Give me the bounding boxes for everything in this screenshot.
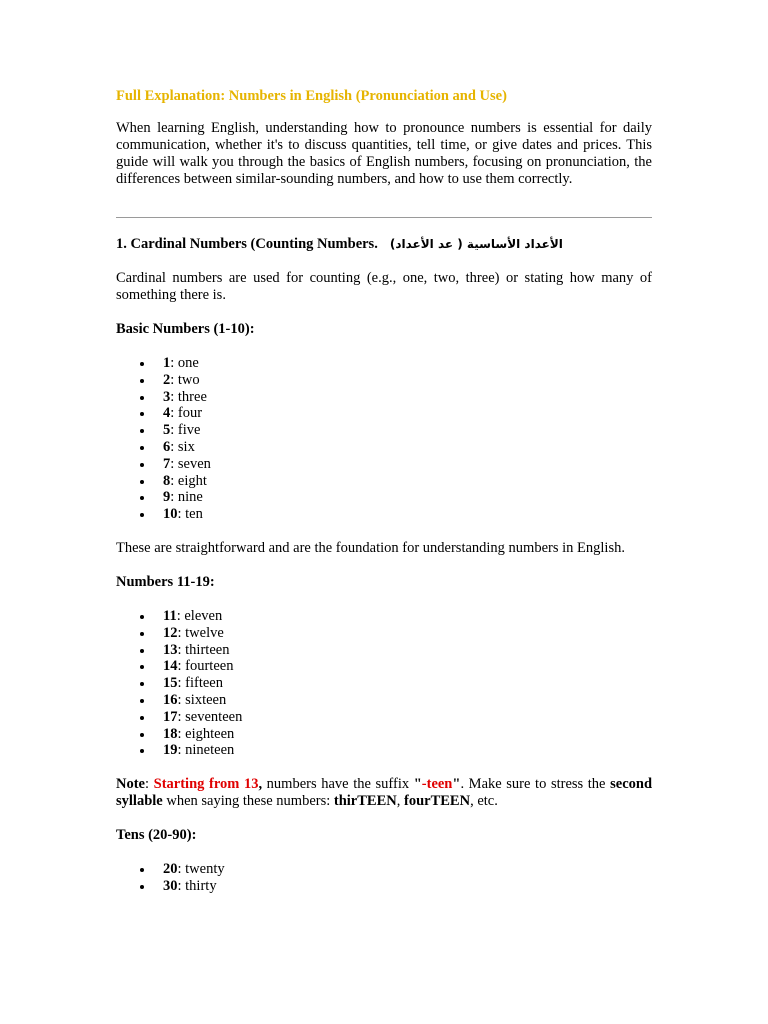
document-page (116, 88, 652, 895)
note-bold-phrase: second syllable (116, 776, 653, 810)
list-item-number: 13 (163, 641, 178, 658)
list-item-word: : three (170, 388, 207, 405)
list-item-word: : two (170, 371, 200, 388)
document-title: Full Explanation: Numbers in English (Pronunciation and Use) (116, 88, 507, 104)
list-item (163, 658, 652, 675)
note-close-quote: " (452, 776, 461, 793)
note-highlight: Starting from 13 (153, 776, 259, 793)
basic-numbers-note: These are straightforward and are the foundation for understanding numbers in English. (116, 539, 625, 556)
cardinal-description: Cardinal numbers are used for counting (e.g., one, two, three) or stating how many of something there is. (116, 270, 652, 303)
list-item-number: 8 (163, 472, 171, 489)
list-item-word: : twenty (177, 861, 225, 878)
list-item-word: : one (170, 355, 199, 371)
basic-numbers-list (116, 355, 652, 523)
list-item-number: 14 (163, 658, 178, 675)
list-item-word: : seven (170, 455, 211, 472)
list-item-number: 3 (163, 388, 171, 405)
list-item-word: : fourteen (177, 658, 234, 675)
teen-stress-note (116, 776, 652, 810)
note-separator: , (396, 793, 404, 810)
list-item-number: 6 (163, 438, 171, 455)
list-item (163, 456, 652, 473)
list-item (163, 439, 652, 456)
note-text: when saying these numbers: (162, 793, 334, 810)
list-item (163, 608, 652, 625)
note-colon: : (145, 776, 154, 793)
list-item-word: : ten (177, 506, 203, 523)
note-label: Note (116, 776, 145, 793)
list-item (163, 372, 652, 389)
section-heading-arabic: الأعداد الأساسية ( عد الأعداد) (389, 237, 563, 251)
intro-paragraph: When learning English, understanding how to pronounce numbers is essential for daily communication, whether it's to discuss quantities, tell time, or give dates and prices. This guide will walk you through the basics of English numbers, focusing on pronunciation, the differences between similar-sounding numbers, and how to use them correctly. (116, 120, 652, 187)
note-text: , etc. (470, 793, 498, 810)
list-item (163, 675, 652, 692)
list-item-number: 7 (163, 455, 171, 472)
note-open-quote: " (413, 776, 422, 793)
list-item (163, 742, 652, 759)
list-item (163, 692, 652, 709)
list-item-word: : seventeen (177, 708, 243, 725)
note-text: . Make sure to stress the (460, 776, 611, 793)
list-item-word: : sixteen (177, 691, 227, 708)
list-item-number: 19 (163, 742, 178, 759)
tens-list (116, 861, 652, 895)
note-example: thirTEEN (333, 793, 397, 810)
list-item (163, 422, 652, 439)
note-comma: , (258, 776, 263, 793)
list-item (163, 625, 652, 642)
list-item-number: 12 (163, 624, 178, 641)
list-item-word: : nineteen (177, 742, 235, 759)
list-item-number: 16 (163, 691, 178, 708)
list-item-number: 17 (163, 708, 178, 725)
list-item-number: 5 (163, 422, 171, 439)
list-item (163, 473, 652, 490)
list-item-word: : nine (170, 489, 203, 506)
list-item-number: 15 (163, 675, 178, 692)
teen-numbers-heading: Numbers 11-19: (116, 573, 215, 590)
list-item (163, 506, 652, 523)
list-item-number: 9 (163, 489, 171, 506)
list-item-word: : eighteen (177, 725, 235, 742)
list-item-word: : thirteen (177, 641, 230, 658)
list-item (163, 726, 652, 743)
tens-heading: Tens (20-90): (116, 827, 197, 844)
list-item (163, 709, 652, 726)
list-item (163, 355, 652, 372)
list-item-number: 1 (163, 355, 171, 371)
horizontal-divider (116, 217, 652, 218)
note-example: fourTEEN (403, 793, 471, 810)
list-item (163, 861, 652, 878)
list-item-number: 18 (163, 725, 178, 742)
list-item-word: : fifteen (177, 675, 223, 692)
list-item (163, 405, 652, 422)
list-item (163, 389, 652, 406)
section-heading-text: 1. Cardinal Numbers (Counting Numbers. (116, 236, 378, 252)
list-item-word: : five (170, 422, 201, 439)
list-item-word: : six (170, 438, 195, 455)
list-item-number: 4 (163, 405, 171, 422)
basic-numbers-heading: Basic Numbers (1-10): (116, 321, 255, 337)
list-item-number: 30 (163, 877, 178, 894)
section-heading (116, 236, 652, 253)
list-item-word: : twelve (177, 624, 224, 641)
list-item-number: 2 (163, 371, 171, 388)
list-item (163, 642, 652, 659)
list-item (163, 878, 652, 895)
list-item (163, 489, 652, 506)
list-item-word: : eleven (176, 607, 223, 624)
list-item-word: : eight (170, 472, 207, 489)
list-item-number: 20 (163, 861, 178, 878)
list-item-number: 10 (163, 506, 178, 523)
teen-numbers-list (116, 608, 652, 759)
note-text: numbers have the suffix (262, 776, 414, 793)
list-item-number: 11 (163, 607, 177, 624)
note-suffix: -teen (421, 776, 453, 793)
list-item-word: : four (170, 405, 203, 422)
list-item-word: : thirty (177, 877, 217, 894)
